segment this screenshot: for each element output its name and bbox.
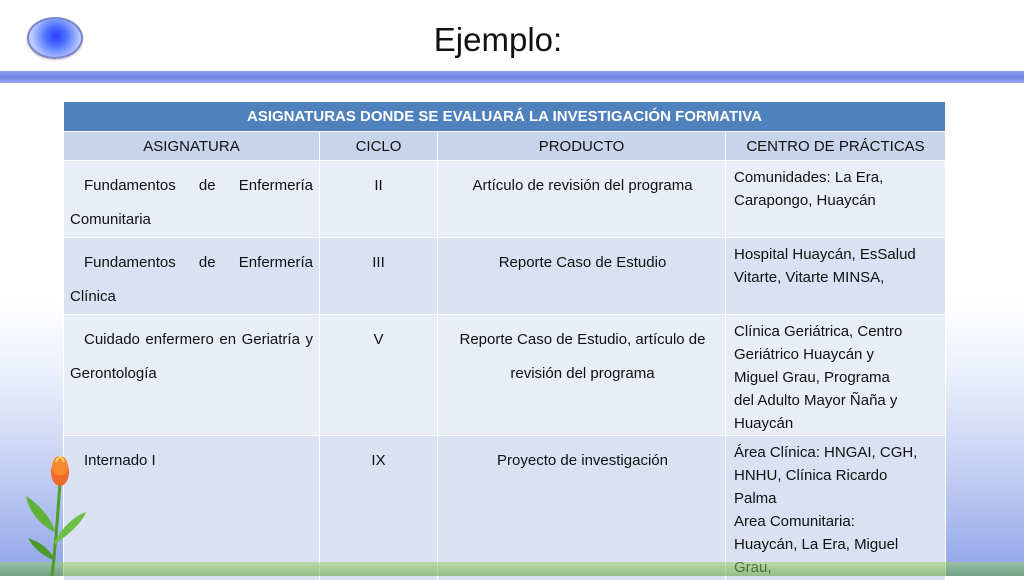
cell-centro: Clínica Geriátrica, Centro Geriátrico Huaycán y Miguel Grau, Programa del Adulto Mayor Ñaña y Huaycán xyxy=(726,315,946,436)
cell-ciclo: V xyxy=(320,315,438,436)
table-title: ASIGNATURAS DONDE SE EVALUARÁ LA INVESTIGACIÓN FORMATIVA xyxy=(64,102,946,132)
cell-asignatura: Fundamentos de Enfermería Comunitaria xyxy=(64,161,320,238)
cell-centro: Comunidades: La Era, Carapongo, Huaycán xyxy=(726,161,946,238)
column-header-centro: CENTRO DE PRÁCTICAS xyxy=(726,132,946,161)
table-row xyxy=(64,161,946,238)
column-header-ciclo: CICLO xyxy=(320,132,438,161)
cell-asignatura: Fundamentos de Enfermería Clínica xyxy=(64,238,320,315)
table-title-row xyxy=(64,102,946,132)
cell-producto: Proyecto de investigación xyxy=(438,436,726,581)
cell-ciclo: IX xyxy=(320,436,438,581)
cell-centro: Hospital Huaycán, EsSalud Vitarte, Vitarte MINSA, xyxy=(726,238,946,315)
cell-centro: Área Clínica: HNGAI, CGH, HNHU, Clínica Ricardo Palma Area Comunitaria: Huaycán, La Era, Miguel xyxy=(726,436,946,581)
cell-producto: Reporte Caso de Estudio xyxy=(438,238,726,315)
grass-strip xyxy=(0,562,1024,576)
subjects-table xyxy=(63,101,946,581)
column-header-row xyxy=(64,132,946,161)
column-header-asignatura: ASIGNATURA xyxy=(64,132,320,161)
cell-producto: Artículo de revisión del programa xyxy=(438,161,726,238)
tulip-decoration xyxy=(22,452,92,576)
cell-ciclo: III xyxy=(320,238,438,315)
table-row xyxy=(64,436,946,581)
table-row xyxy=(64,238,946,315)
title-underline-bar xyxy=(0,71,1024,83)
cell-ciclo: II xyxy=(320,161,438,238)
cell-asignatura: Internado I xyxy=(64,436,320,581)
table-row xyxy=(64,315,946,436)
column-header-producto: PRODUCTO xyxy=(438,132,726,161)
cell-asignatura: Cuidado enfermero en Geriatría y Gerontología xyxy=(64,315,320,436)
cell-producto: Reporte Caso de Estudio, artículo de revisión del programa xyxy=(438,315,726,436)
slide-title: Ejemplo: xyxy=(433,21,563,58)
